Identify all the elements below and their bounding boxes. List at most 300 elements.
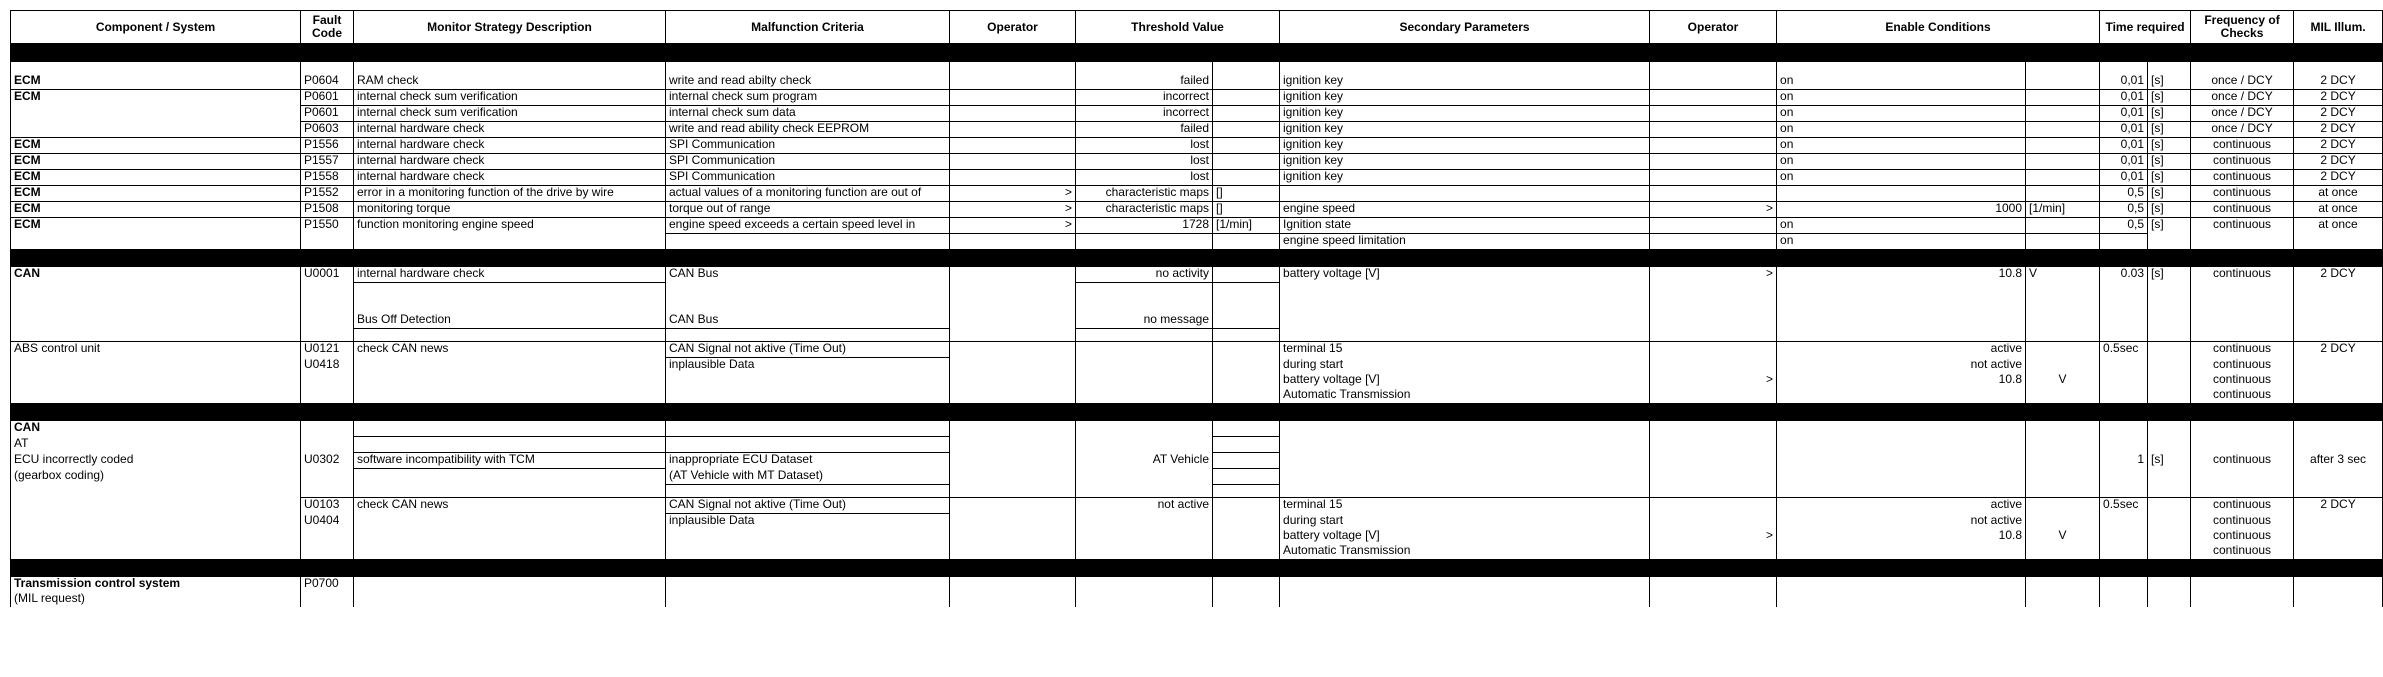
cell-op [950,313,1076,329]
cell-code: P1558 [301,170,354,186]
cell-desc [354,437,666,453]
cell-op [950,90,1076,106]
cell-op [950,342,1076,358]
cell-time [2100,469,2148,485]
cell-op [950,138,1076,154]
cell-enable-unit [2026,234,2100,250]
cell-component: ECM [11,74,301,90]
cell-desc: check CAN news [354,498,666,514]
cell-secondary: ignition key [1280,122,1650,138]
cell-time [2100,577,2148,592]
cell-component: ECM [11,138,301,154]
cell-desc: RAM check [354,74,666,90]
cell-enable-unit: V [2026,373,2100,388]
cell-threshold: failed [1076,74,1213,90]
cell-time: 0.5sec [2100,498,2148,514]
cell-mil: 2 DCY [2294,170,2383,186]
cell-desc: internal hardware check [354,267,666,283]
cell-mil [2294,529,2383,544]
header-secondary: Secondary Parameters [1280,11,1650,44]
cell-time [2100,514,2148,530]
cell-mil: 2 DCY [2294,498,2383,514]
cell-unit [1213,358,1280,374]
cell-op: > [950,202,1076,218]
cell-crit: inplausible Data [666,358,950,374]
cell-mil [2294,313,2383,329]
cell-component: ECM [11,154,301,170]
cell-threshold: characteristic maps [1076,202,1213,218]
cell-component [11,529,301,544]
cell-mil: at once [2294,218,2383,234]
cell-time-unit [2148,342,2191,358]
cell-frequency: continuous [2191,154,2294,170]
cell-code: P1508 [301,202,354,218]
cell-crit: SPI Communication [666,170,950,186]
cell-op2: > [1650,373,1777,388]
cell-component: Transmission control system [11,577,301,592]
cell-code: U0001 [301,267,354,283]
cell-unit [1213,514,1280,530]
spacer-row [11,62,2383,74]
cell-frequency: continuous [2191,138,2294,154]
cell-code: P0604 [301,74,354,90]
cell-crit: write and read ability check EEPROM [666,122,950,138]
cell-enable: 10.8 [1777,529,2026,544]
cell-secondary [1280,469,1650,485]
cell-time-unit [2148,577,2191,592]
cell-component: CAN [11,421,301,437]
cell-unit [1213,388,1280,403]
cell-enable-unit [2026,514,2100,530]
cell-threshold [1076,342,1213,358]
cell-op2 [1650,453,1777,469]
spacer-row [11,283,2383,299]
cell-crit [666,421,950,437]
cell-mil: at once [2294,202,2383,218]
cell-op [950,514,1076,530]
cell-threshold: lost [1076,170,1213,186]
cell-crit: CAN Bus [666,313,950,329]
cell-code: U0302 [301,453,354,469]
cell-threshold: incorrect [1076,106,1213,122]
cell-op [950,106,1076,122]
cell-mil [2294,592,2383,607]
cell-frequency: continuous [2191,373,2294,388]
cell-secondary: Ignition state [1280,218,1650,234]
cell-desc [354,358,666,374]
cell-enable: active [1777,498,2026,514]
table-row [11,544,2383,559]
cell-frequency [2191,577,2294,592]
table-row [11,453,2383,469]
cell-desc: internal hardware check [354,154,666,170]
cell-secondary: ignition key [1280,154,1650,170]
cell-component: ECM [11,186,301,202]
cell-unit: [1/min] [1213,218,1280,234]
cell-mil: 2 DCY [2294,342,2383,358]
cell-code: P0700 [301,577,354,592]
cell-time-unit [2148,592,2191,607]
spacer-row [11,298,2383,313]
cell-threshold: lost [1076,138,1213,154]
table-row [11,469,2383,485]
cell-enable: on [1777,138,2026,154]
cell-component: CAN [11,267,301,283]
cell-secondary: engine speed limitation [1280,234,1650,250]
cell-unit [1213,342,1280,358]
spacer-row [11,485,2383,498]
cell-unit [1213,234,1280,250]
cell-mil [2294,373,2383,388]
cell-enable-unit [2026,358,2100,374]
cell-enable-unit [2026,437,2100,453]
cell-op2 [1650,313,1777,329]
header-malfunction: Malfunction Criteria [666,11,950,44]
cell-desc: software incompatibility with TCM [354,453,666,469]
cell-unit [1213,437,1280,453]
cell-component [11,234,301,250]
cell-frequency [2191,592,2294,607]
cell-desc: internal hardware check [354,122,666,138]
cell-enable-unit: [1/min] [2026,202,2100,218]
spacer-row [11,329,2383,342]
cell-enable-unit [2026,453,2100,469]
cell-threshold [1076,577,1213,592]
cell-secondary: battery voltage [V] [1280,529,1650,544]
cell-enable: not active [1777,514,2026,530]
cell-component: ABS control unit [11,342,301,358]
cell-op [950,469,1076,485]
cell-component: (gearbox coding) [11,469,301,485]
cell-enable: active [1777,342,2026,358]
cell-mil [2294,437,2383,453]
cell-enable-unit: V [2026,267,2100,283]
cell-time-unit [2148,234,2191,250]
cell-unit [1213,267,1280,283]
cell-unit [1213,74,1280,90]
cell-desc [354,592,666,607]
section-band [11,403,2383,421]
cell-mil: 2 DCY [2294,267,2383,283]
cell-time: 0,01 [2100,106,2148,122]
cell-desc: check CAN news [354,342,666,358]
cell-mil [2294,544,2383,559]
table-row [11,218,2383,234]
cell-enable-unit [2026,186,2100,202]
cell-op [950,421,1076,437]
cell-time: 0,01 [2100,170,2148,186]
cell-desc [354,544,666,559]
cell-op [950,358,1076,374]
cell-crit: CAN Signal not aktive (Time Out) [666,498,950,514]
cell-enable: 10.8 [1777,373,2026,388]
cell-op [950,154,1076,170]
cell-time: 0.03 [2100,267,2148,283]
cell-unit [1213,544,1280,559]
cell-time-unit: [s] [2148,90,2191,106]
cell-enable [1777,388,2026,403]
cell-time-unit [2148,313,2191,329]
cell-code [301,234,354,250]
cell-op2 [1650,186,1777,202]
cell-time: 0.5sec [2100,342,2148,358]
cell-time [2100,388,2148,403]
cell-secondary: during start [1280,514,1650,530]
cell-crit [666,437,950,453]
cell-unit [1213,529,1280,544]
cell-time: 0,01 [2100,90,2148,106]
header-component: Component / System [11,11,301,44]
cell-enable [1777,577,2026,592]
cell-enable-unit [2026,342,2100,358]
cell-time-unit: [s] [2148,170,2191,186]
cell-component: ECM [11,90,301,106]
cell-time-unit [2148,498,2191,514]
cell-unit [1213,90,1280,106]
cell-crit [666,234,950,250]
cell-code [301,421,354,437]
cell-enable-unit [2026,218,2100,234]
cell-mil [2294,358,2383,374]
header-operator: Operator [950,11,1076,44]
header-frequency: Frequency of Checks [2191,11,2294,44]
cell-code [301,529,354,544]
cell-op2: > [1650,202,1777,218]
cell-threshold [1076,234,1213,250]
cell-secondary: engine speed [1280,202,1650,218]
cell-frequency: continuous [2191,514,2294,530]
cell-unit [1213,170,1280,186]
cell-enable [1777,186,2026,202]
cell-mil: after 3 sec [2294,453,2383,469]
cell-component [11,313,301,329]
table-row [11,358,2383,374]
cell-enable: on [1777,122,2026,138]
cell-time-unit [2148,544,2191,559]
header-enable: Enable Conditions [1777,11,2100,44]
cell-enable [1777,544,2026,559]
header-mil: MIL Illum. [2294,11,2383,44]
cell-crit: inplausible Data [666,514,950,530]
cell-crit: (AT Vehicle with MT Dataset) [666,469,950,485]
cell-code: U0418 [301,358,354,374]
cell-component [11,498,301,514]
cell-enable-unit [2026,421,2100,437]
cell-secondary: Automatic Transmission [1280,544,1650,559]
cell-time: 0,5 [2100,218,2148,234]
section-band [11,249,2383,267]
cell-crit: CAN Signal not aktive (Time Out) [666,342,950,358]
cell-crit: actual values of a monitoring function are out of [666,186,950,202]
cell-unit [1213,498,1280,514]
cell-mil: 2 DCY [2294,74,2383,90]
cell-time [2100,437,2148,453]
cell-enable-unit [2026,544,2100,559]
cell-desc [354,577,666,592]
cell-desc: Bus Off Detection [354,313,666,329]
cell-time [2100,313,2148,329]
cell-time [2100,234,2148,250]
cell-crit [666,592,950,607]
cell-op2 [1650,106,1777,122]
cell-enable: on [1777,170,2026,186]
table-row [11,388,2383,403]
cell-time: 0,01 [2100,138,2148,154]
cell-op [950,529,1076,544]
cell-code [301,437,354,453]
cell-threshold [1076,469,1213,485]
cell-code: P0601 [301,106,354,122]
table-row [11,106,2383,122]
cell-desc: function monitoring engine speed [354,218,666,234]
cell-threshold: no message [1076,313,1213,329]
cell-mil [2294,469,2383,485]
table-row [11,313,2383,329]
cell-mil [2294,388,2383,403]
cell-enable-unit [2026,388,2100,403]
cell-crit: torque out of range [666,202,950,218]
cell-unit [1213,577,1280,592]
cell-enable: on [1777,74,2026,90]
cell-op2 [1650,154,1777,170]
cell-op2: > [1650,267,1777,283]
table-row [11,186,2383,202]
cell-enable-unit [2026,469,2100,485]
cell-op [950,453,1076,469]
header-operator-2: Operator [1650,11,1777,44]
cell-op [950,373,1076,388]
cell-secondary [1280,186,1650,202]
cell-time-unit: [s] [2148,186,2191,202]
cell-threshold: failed [1076,122,1213,138]
cell-code: U0404 [301,514,354,530]
cell-frequency: continuous [2191,202,2294,218]
cell-op2 [1650,218,1777,234]
cell-threshold: characteristic maps [1076,186,1213,202]
cell-threshold: not active [1076,498,1213,514]
header-fault-code: Fault Code [301,11,354,44]
cell-time: 0,01 [2100,154,2148,170]
cell-secondary: terminal 15 [1280,342,1650,358]
cell-code: P0601 [301,90,354,106]
table-row [11,592,2383,607]
cell-time-unit: [s] [2148,138,2191,154]
cell-threshold: no activity [1076,267,1213,283]
cell-enable: on [1777,106,2026,122]
cell-op2 [1650,388,1777,403]
cell-op2 [1650,437,1777,453]
cell-time-unit [2148,388,2191,403]
cell-frequency [2191,234,2294,250]
obd-monitor-table [10,10,2383,607]
cell-op [950,74,1076,90]
cell-frequency [2191,313,2294,329]
cell-enable: on [1777,154,2026,170]
cell-frequency: continuous [2191,342,2294,358]
cell-threshold [1076,358,1213,374]
cell-enable-unit [2026,577,2100,592]
section-band [11,559,2383,577]
cell-enable [1777,469,2026,485]
cell-code: P1550 [301,218,354,234]
cell-op2 [1650,592,1777,607]
cell-op2 [1650,170,1777,186]
cell-unit [1213,122,1280,138]
cell-op [950,437,1076,453]
table-row [11,421,2383,437]
cell-frequency [2191,469,2294,485]
cell-unit [1213,373,1280,388]
cell-crit: SPI Communication [666,154,950,170]
cell-frequency: continuous [2191,498,2294,514]
cell-crit [666,373,950,388]
cell-threshold [1076,421,1213,437]
cell-component: ECM [11,170,301,186]
cell-time-unit: [s] [2148,453,2191,469]
table-row [11,90,2383,106]
cell-threshold [1076,437,1213,453]
header-row [11,11,2383,44]
cell-enable-unit [2026,90,2100,106]
cell-unit [1213,138,1280,154]
cell-mil: at once [2294,186,2383,202]
cell-time: 1 [2100,453,2148,469]
cell-op [950,388,1076,403]
cell-desc [354,469,666,485]
cell-enable-unit [2026,154,2100,170]
cell-desc [354,514,666,530]
cell-unit [1213,106,1280,122]
cell-frequency: continuous [2191,186,2294,202]
cell-component [11,122,301,138]
table-row [11,514,2383,530]
cell-desc [354,421,666,437]
cell-secondary: ignition key [1280,90,1650,106]
cell-unit [1213,592,1280,607]
cell-crit: CAN Bus [666,267,950,283]
cell-enable [1777,437,2026,453]
cell-desc [354,529,666,544]
cell-time-unit: [s] [2148,218,2191,234]
cell-op [950,577,1076,592]
header-time: Time required [2100,11,2191,44]
cell-component [11,388,301,403]
cell-crit: inappropriate ECU Dataset [666,453,950,469]
cell-op2 [1650,358,1777,374]
cell-time-unit: [s] [2148,106,2191,122]
cell-op2 [1650,577,1777,592]
cell-secondary: ignition key [1280,138,1650,154]
cell-crit [666,577,950,592]
cell-secondary: Automatic Transmission [1280,388,1650,403]
cell-op [950,122,1076,138]
cell-secondary: during start [1280,358,1650,374]
cell-desc: internal check sum verification [354,106,666,122]
cell-code: U0121 [301,342,354,358]
cell-time [2100,544,2148,559]
cell-enable-unit [2026,122,2100,138]
cell-enable-unit [2026,74,2100,90]
cell-secondary [1280,437,1650,453]
cell-enable [1777,313,2026,329]
cell-time-unit [2148,358,2191,374]
cell-component [11,514,301,530]
table-row [11,373,2383,388]
cell-threshold [1076,514,1213,530]
cell-enable-unit: V [2026,529,2100,544]
cell-secondary: battery voltage [V] [1280,267,1650,283]
cell-code: U0103 [301,498,354,514]
